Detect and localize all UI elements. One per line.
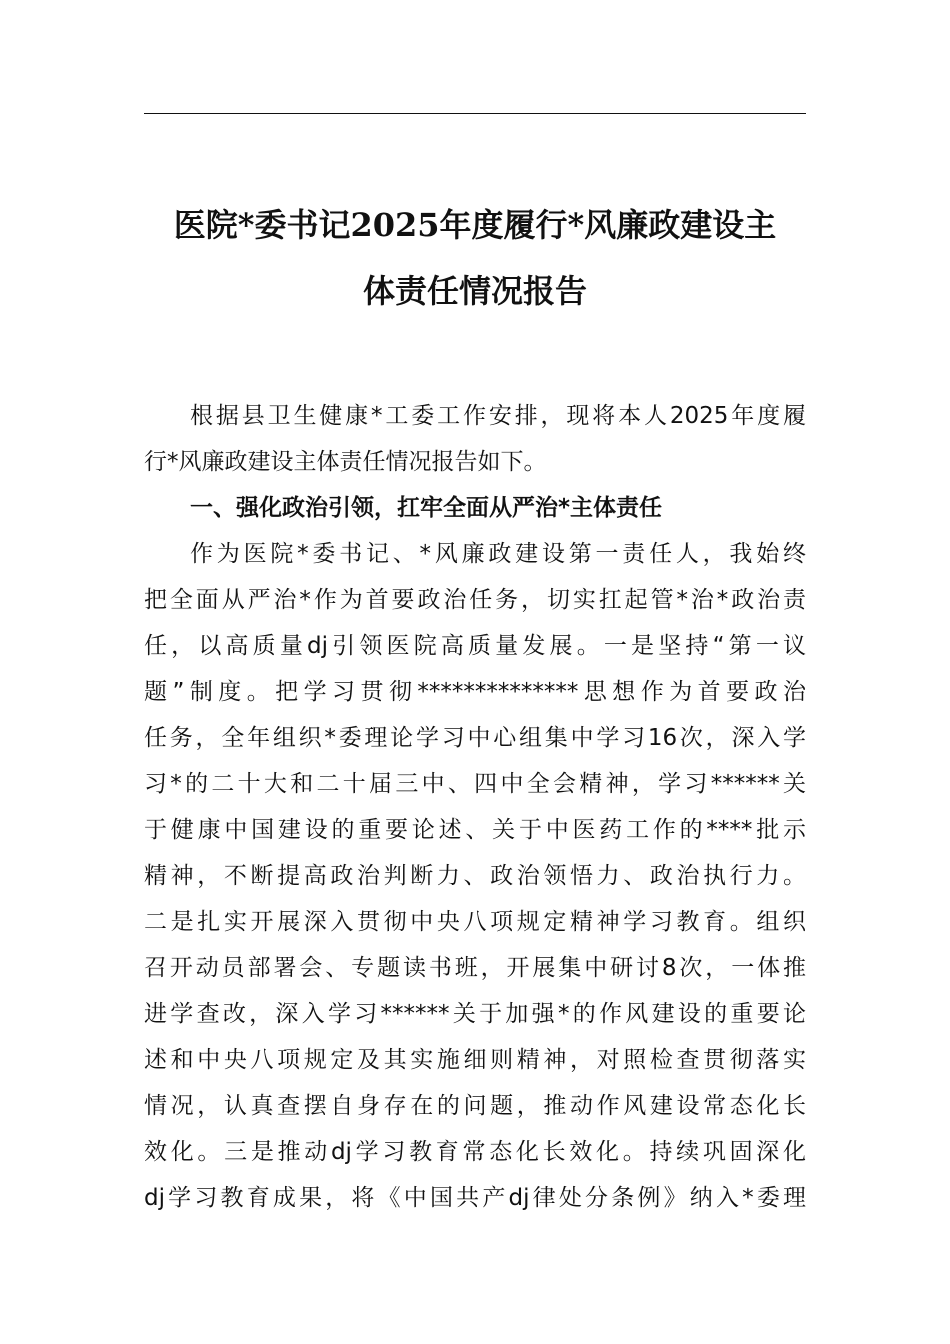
paragraph-line: 任务，全年组织*委理论学习中心组集中学习16次，深入学 [144,725,806,751]
paragraph-line: 进学查改，深入学习******关于加强*的作风建设的重要论 [144,1001,806,1027]
paragraph-line: 述和中央八项规定及其实施细则精神，对照检查贯彻落实 [144,1047,806,1073]
paragraph-line: 于健康中国建设的重要论述、关于中医药工作的****批示 [144,817,806,843]
document-body [144,393,806,1221]
intro-line-1: 根据县卫生健康*工委工作安排，现将本人2025年度履 [190,403,806,429]
paragraph-line: 作为医院*委书记、*风廉政建设第一责任人，我始终 [190,541,806,567]
paragraph-line: 情况，认真查摆自身存在的问题，推动作风建设常态化长 [144,1093,806,1119]
paragraph-line: 效化。三是推动dj学习教育常态化长效化。持续巩固深化 [144,1139,806,1165]
paragraph-line: 把全面从严治*作为首要政治任务，切实扛起管*治*政治责 [144,587,806,613]
paragraph-line: 召开动员部署会、专题读书班，开展集中研讨8次，一体推 [144,955,806,981]
paragraph-line: 任，以高质量dj引领医院高质量发展。一是坚持“第一议 [144,633,806,659]
title-line-2: 体责任情况报告 [362,272,587,310]
document-title [144,192,806,324]
section-heading-1: 一、强化政治引领，扛牢全面从严治*主体责任 [190,495,663,521]
header-rule [144,113,806,114]
paragraph-line: 精神，不断提高政治判断力、政治领悟力、政治执行力。 [144,863,806,889]
paragraph-line: 题”制度。把学习贯彻**************思想作为首要政治 [144,679,806,705]
title-line-1: 医院*委书记2025年度履行*风廉政建设主 [173,206,777,244]
paragraph-line: 习*的二十大和二十届三中、四中全会精神，学习******关 [144,771,806,797]
paragraph-line: dj学习教育成果，将《中国共产dj律处分条例》纳入*委理 [144,1185,806,1211]
intro-line-2: 行*风廉政建设主体责任情况报告如下。 [144,449,547,475]
paragraph-line: 二是扎实开展深入贯彻中央八项规定精神学习教育。组织 [144,909,806,935]
